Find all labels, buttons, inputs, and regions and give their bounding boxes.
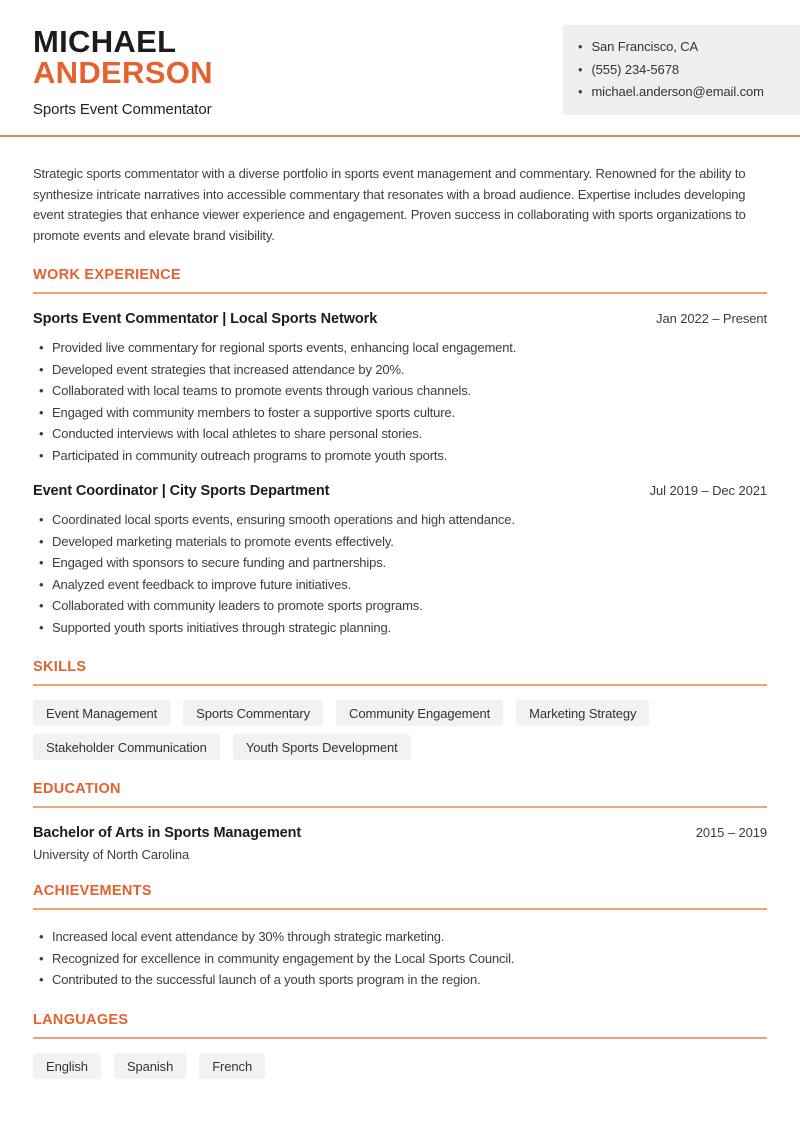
language-tag: French [199, 1053, 265, 1079]
contact-box [563, 25, 800, 115]
skill-tag: Marketing Strategy [516, 700, 649, 726]
job-bullet-list [33, 337, 767, 466]
job-entry [33, 311, 767, 466]
language-tag: Spanish [114, 1053, 186, 1079]
achievement-bullet: • Recognized for excellence in community engagement by the Local Sports Council. [33, 948, 767, 970]
section-education [33, 781, 767, 862]
job-bullet: • Collaborated with local teams to promote events through various channels. [33, 380, 767, 402]
job-dates: Jul 2019 – Dec 2021 [649, 483, 767, 499]
contact-email: • michael.anderson@email.com [578, 81, 790, 104]
job-bullet: • Developed marketing materials to promote events effectively. [33, 531, 767, 553]
last-name: ANDERSON [33, 55, 213, 90]
job-dates: Jan 2022 – Present [656, 311, 767, 327]
education-dates: 2015 – 2019 [695, 825, 767, 841]
job-bullet: • Collaborated with community leaders to promote sports programs. [33, 595, 767, 617]
job-bullet-list [33, 509, 767, 638]
language-tag: English [33, 1053, 101, 1079]
section-divider [33, 908, 767, 910]
contact-location: • San Francisco, CA [578, 36, 790, 59]
section-divider [33, 292, 767, 294]
job-bullet: • Participated in community outreach programs to promote youth sports. [33, 445, 767, 467]
section-languages [33, 1012, 767, 1079]
section-title-skills: SKILLS [33, 659, 87, 676]
section-divider [33, 806, 767, 808]
skill-tag: Stakeholder Communication [33, 734, 220, 760]
job-title: Event Coordinator | City Sports Department [33, 483, 330, 500]
job-bullet: • Provided live commentary for regional sports events, enhancing local engagement. [33, 337, 767, 359]
degree-title: Bachelor of Arts in Sports Management [33, 825, 302, 842]
section-title-education: EDUCATION [33, 781, 121, 798]
skill-tag: Event Management [33, 700, 170, 726]
first-name: MICHAEL [33, 24, 177, 59]
job-title: Sports Event Commentator | Local Sports Network [33, 311, 378, 328]
achievement-bullet: • Contributed to the successful launch of a youth sports program in the region. [33, 969, 767, 991]
job-header [33, 483, 767, 499]
skills-tag-list [33, 700, 767, 760]
job-bullet: • Coordinated local sports events, ensuring smooth operations and high attendance. [33, 509, 767, 531]
school-name: University of North Carolina [33, 847, 190, 863]
section-achievements [33, 883, 767, 991]
job-bullet: • Conducted interviews with local athletes to share personal stories. [33, 423, 767, 445]
page-title: Sports Event Commentator [33, 101, 212, 118]
resume-body [0, 164, 800, 1079]
header [0, 0, 800, 135]
contact-phone: • (555) 234-5678 [578, 59, 790, 82]
job-bullet: • Supported youth sports initiatives through strategic planning. [33, 617, 767, 639]
skill-tag: Community Engagement [336, 700, 503, 726]
section-divider [33, 684, 767, 686]
section-title-work-experience: WORK EXPERIENCE [33, 267, 181, 284]
job-bullet: • Engaged with community members to foster a supportive sports culture. [33, 402, 767, 424]
job-bullet: • Engaged with sponsors to secure funding and partnerships. [33, 552, 767, 574]
header-divider [0, 135, 800, 137]
section-title-achievements: ACHIEVEMENTS [33, 883, 152, 900]
job-entry [33, 483, 767, 638]
summary-paragraph: Strategic sports commentator with a diverse portfolio in sports event management and commentary. Renowned for the ability to synthesize intricate narratives into accessible commentary that resonates with a broad audience. Expertise includes developing event strategies that enhance viewer experience and engagement. Proven success in collaborating with sports organizations to promote events and elevate brand visibility. [33, 166, 746, 243]
section-skills [33, 659, 767, 760]
job-header [33, 311, 767, 327]
section-divider [33, 1037, 767, 1039]
achievement-bullet: • Increased local event attendance by 30% through strategic marketing. [33, 926, 767, 948]
achievement-list [33, 926, 767, 991]
skill-tag: Sports Commentary [183, 700, 323, 726]
section-work-experience [33, 267, 767, 638]
job-bullet: • Analyzed event feedback to improve future initiatives. [33, 574, 767, 596]
language-tag-list [33, 1053, 767, 1079]
section-title-languages: LANGUAGES [33, 1011, 129, 1028]
education-header [33, 825, 767, 841]
skill-tag: Youth Sports Development [233, 734, 411, 760]
job-bullet: • Developed event strategies that increased attendance by 20%. [33, 359, 767, 381]
